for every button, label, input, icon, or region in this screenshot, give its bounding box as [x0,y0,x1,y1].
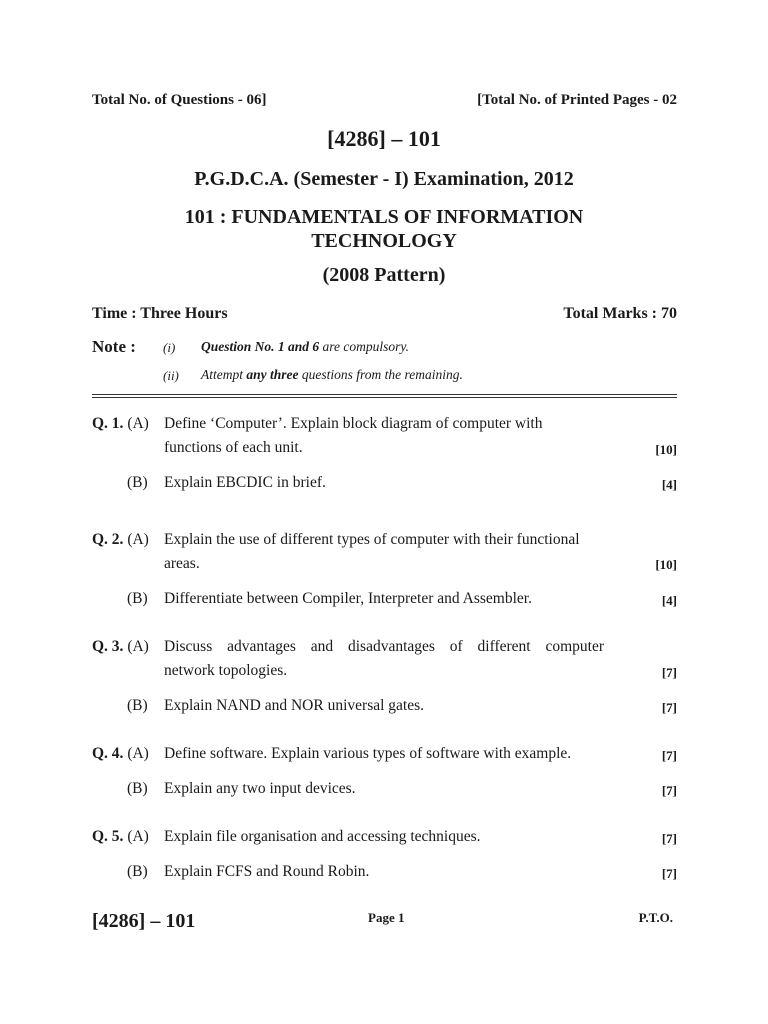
note-text: questions from the remaining. [298,367,463,382]
subject-title-line1: 101 : FUNDAMENTALS OF INFORMATION [184,206,584,228]
marks-label: [4] [661,593,677,608]
note-text: are compulsory. [319,339,410,354]
footer-paper-code: [4286] – 101 [92,910,196,932]
question-text: Explain file organisation and accessing techniques. [164,828,481,845]
part-label: (A) [127,745,149,762]
question-text: functions of each unit. [164,439,303,456]
question-5 [92,828,149,846]
question-text: Explain EBCDIC in brief. [164,474,326,491]
page-number: Page 1 [368,910,405,925]
marks-label: [7] [661,783,677,798]
question-3 [92,638,149,656]
note-label: Note : [92,337,136,356]
note-item-number: (i) [163,340,176,355]
marks-label: [7] [661,700,677,715]
part-label: (B) [127,780,148,797]
question-text: Differentiate between Compiler, Interpreter and Assembler. [164,590,532,607]
subject-title-line2: TECHNOLOGY [311,230,457,252]
question-text: Explain NAND and NOR universal gates. [164,697,425,714]
marks-label: [10] [655,442,677,457]
note-emphasis: Question No. 1 and 6 [201,339,320,354]
part-label: (A) [127,828,149,845]
question-number: Q. 5. [92,828,124,845]
total-questions-label: Total No. of Questions - 06] [92,92,267,108]
question-text: Explain any two input devices. [164,780,356,797]
divider-rule [92,394,677,395]
question-text: areas. [164,555,200,572]
part-label: (B) [127,863,148,880]
marks-label: [7] [661,748,677,763]
note-item-number: (ii) [163,368,179,383]
divider-rule [92,397,677,398]
part-label: (A) [127,531,149,548]
note-item-text [201,367,463,383]
marks-label: [7] [661,831,677,846]
question-text: Define ‘Computer’. Explain block diagram of computer with [164,415,543,432]
paper-code: [4286] – 101 [327,126,441,151]
part-label: (B) [127,590,148,607]
question-2 [92,531,149,549]
question-text: Explain the use of different types of computer with their functional [164,531,580,548]
question-4 [92,745,149,763]
marks-label: [7] [661,866,677,881]
marks-label: [10] [655,557,677,572]
time-label: Time : Three Hours [92,305,228,322]
part-label: (A) [127,638,149,655]
note-emphasis: any three [246,367,299,382]
question-number: Q. 3. [92,638,124,655]
question-text: network topologies. [164,662,288,679]
question-text: Explain FCFS and Round Robin. [164,863,370,880]
marks-label: [7] [661,665,677,680]
marks-label: [4] [661,477,677,492]
question-1 [92,415,149,433]
question-number: Q. 1. [92,415,124,432]
question-text: Define software. Explain various types of software with example. [164,745,572,762]
note-item-text [201,339,409,355]
total-marks-label: Total Marks : 70 [563,305,677,322]
part-label: (B) [127,697,148,714]
pto-label: P.T.O. [638,910,673,925]
note-text: Attempt [201,367,247,382]
exam-title: P.G.D.C.A. (Semester - I) Examination, 2012 [194,168,574,190]
question-number: Q. 4. [92,745,124,762]
part-label: (B) [127,474,148,491]
question-number: Q. 2. [92,531,124,548]
total-pages-label: [Total No. of Printed Pages - 02 [477,92,677,108]
pattern-label: (2008 Pattern) [322,264,446,286]
part-label: (A) [127,415,149,432]
question-text: Discuss advantages and disadvantages of different computer [164,638,604,655]
